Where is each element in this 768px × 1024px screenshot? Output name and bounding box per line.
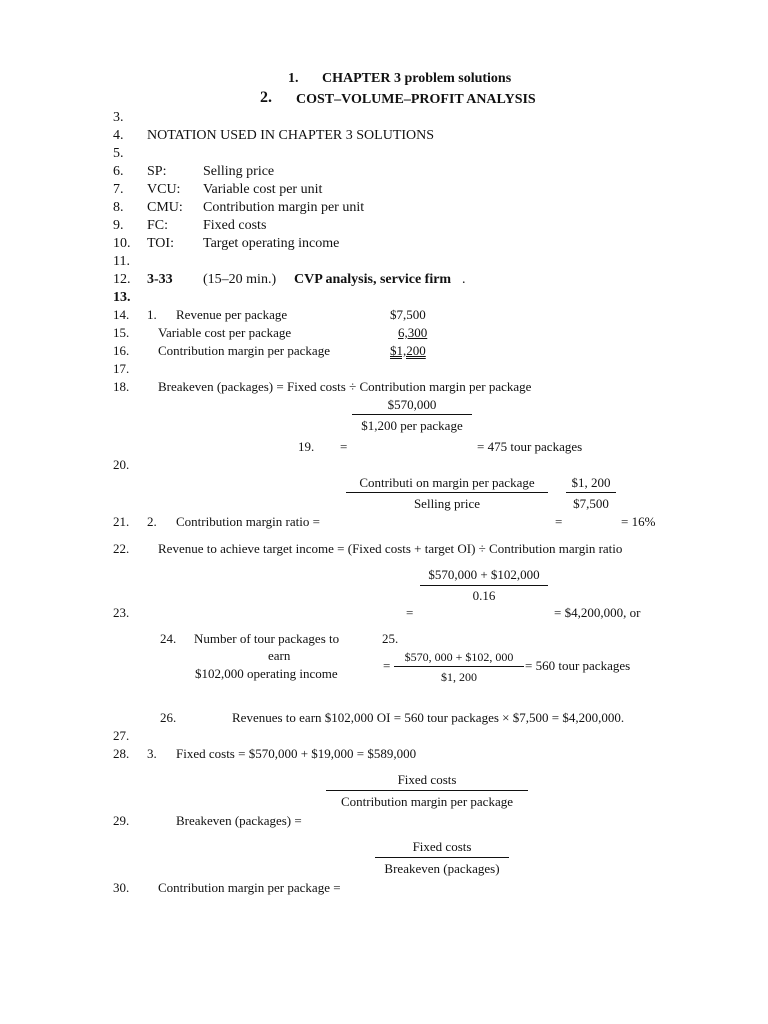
- line-number: 16.: [113, 343, 130, 358]
- line-number: 27.: [113, 728, 130, 743]
- fraction-numerator: $1, 200: [571, 475, 611, 490]
- equals-sign: =: [406, 605, 414, 620]
- line-number: 3.: [113, 110, 124, 125]
- line-number: 19.: [298, 439, 315, 454]
- breakeven-label: Breakeven (packages) =: [176, 813, 302, 828]
- line-number: 13.: [113, 290, 131, 305]
- revenues-line: Revenues to earn $102,000 OI = 560 tour packages × $7,500 = $4,200,000.: [232, 710, 625, 725]
- line-number: 29.: [113, 813, 130, 828]
- notation-desc: Target operating income: [203, 236, 340, 251]
- row-value: $1,200: [390, 343, 426, 358]
- fraction-denominator: 0.16: [472, 588, 496, 603]
- line-number: 26.: [160, 710, 177, 725]
- cm-ratio-label: Contribution margin ratio =: [176, 514, 320, 529]
- notation-abbr: SP:: [147, 164, 167, 179]
- line-number: 2.: [260, 89, 272, 106]
- target-revenue-result: = $4,200,000, or: [554, 605, 641, 620]
- line-number: 1.: [288, 71, 299, 86]
- notation-abbr: FC:: [147, 218, 169, 233]
- fraction-denominator: Contribution margin per package: [341, 794, 513, 809]
- row-label: Revenue per package: [176, 307, 288, 322]
- fraction-denominator: Selling price: [413, 496, 481, 511]
- equals-sign: =: [383, 658, 391, 673]
- line-number: 21.: [113, 514, 130, 529]
- fraction-bar: [375, 857, 509, 858]
- revenue-formula: Revenue to achieve target income = (Fixed costs + target OI) ÷ Contribution margin ratio: [158, 541, 623, 556]
- line-number: 30.: [113, 880, 130, 895]
- fraction-numerator: $570,000 + $102,000: [428, 567, 540, 582]
- line-number: 5.: [113, 146, 124, 161]
- line-number: 14.: [113, 307, 130, 322]
- row-value: 6,300: [398, 325, 428, 340]
- problem-time: (15–20 min.): [203, 272, 277, 287]
- fraction-numerator: Contributi on margin per package: [359, 475, 535, 490]
- line-number: 17.: [113, 361, 130, 376]
- equals-sign: =: [555, 514, 563, 529]
- fraction-denominator: $1,200 per package: [361, 418, 463, 433]
- line-number: 10.: [113, 236, 131, 251]
- problem-id: 3-33: [147, 272, 173, 287]
- breakeven-formula: Breakeven (packages) = Fixed costs ÷ Contribution margin per package: [158, 379, 532, 394]
- row-label: Contribution margin per package: [158, 343, 330, 358]
- part-label: 2.: [147, 514, 157, 529]
- fraction-bar: [394, 666, 524, 667]
- problem-title: CVP analysis, service firm: [294, 272, 452, 287]
- fraction-denominator: Breakeven (packages): [384, 861, 500, 876]
- fraction-numerator: Fixed costs: [412, 839, 472, 854]
- line-number: 24.: [160, 631, 177, 646]
- line-number: 15.: [113, 325, 130, 340]
- part-label: 3.: [147, 746, 157, 761]
- line-number: 23.: [113, 605, 130, 620]
- cm-ratio-result: = 16%: [621, 514, 656, 529]
- fraction-bar: [346, 492, 548, 493]
- fraction-bar: [566, 492, 616, 493]
- fraction-bar: [352, 414, 472, 415]
- fraction-bar: [420, 585, 548, 586]
- row-label: Variable cost per package: [158, 325, 292, 340]
- document-title: CHAPTER 3 problem solutions: [322, 71, 512, 86]
- notation-desc: Contribution margin per unit: [203, 200, 365, 215]
- fraction-bar: [326, 790, 528, 791]
- cm-per-package-label: Contribution margin per package =: [158, 880, 341, 895]
- notation-desc: Variable cost per unit: [203, 182, 323, 197]
- breakeven-result: = 475 tour packages: [477, 439, 583, 454]
- problem-period: .: [462, 272, 466, 287]
- line-number: 25.: [382, 631, 399, 646]
- row-value: $7,500: [390, 307, 426, 322]
- fraction-numerator: $570,000: [387, 397, 437, 412]
- part-label: 1.: [147, 307, 157, 322]
- tour-packages-label: Number of tour packages to: [194, 631, 340, 646]
- line-number: 11.: [113, 254, 130, 269]
- notation-abbr: TOI:: [147, 236, 174, 251]
- line-number: 8.: [113, 200, 124, 215]
- line-number: 18.: [113, 379, 130, 394]
- line-number: 28.: [113, 746, 130, 761]
- notation-heading: NOTATION USED IN CHAPTER 3 SOLUTIONS: [147, 128, 435, 143]
- line-number: 6.: [113, 164, 124, 179]
- document-subtitle: COST–VOLUME–PROFIT ANALYSIS: [296, 92, 536, 107]
- fraction-denominator: $1, 200: [441, 670, 477, 684]
- notation-desc: Fixed costs: [203, 218, 267, 233]
- equals-sign: =: [340, 439, 348, 454]
- line-number: 22.: [113, 541, 130, 556]
- fraction-denominator: $7,500: [573, 496, 609, 511]
- notation-abbr: CMU:: [147, 200, 183, 215]
- fraction-numerator: $570, 000 + $102, 000: [404, 650, 514, 664]
- tour-packages-label: earn: [268, 648, 291, 663]
- line-number: 4.: [113, 128, 124, 143]
- line-number: 12.: [113, 272, 131, 287]
- tour-packages-result: = 560 tour packages: [525, 658, 631, 673]
- line-number: 7.: [113, 182, 124, 197]
- notation-abbr: VCU:: [147, 182, 181, 197]
- fixed-costs-line: Fixed costs = $570,000 + $19,000 = $589,000: [176, 746, 417, 761]
- fraction-numerator: Fixed costs: [397, 772, 457, 787]
- line-number: 20.: [113, 457, 130, 472]
- line-number: 9.: [113, 218, 124, 233]
- tour-packages-label: $102,000 operating income: [195, 666, 338, 681]
- notation-desc: Selling price: [203, 164, 275, 179]
